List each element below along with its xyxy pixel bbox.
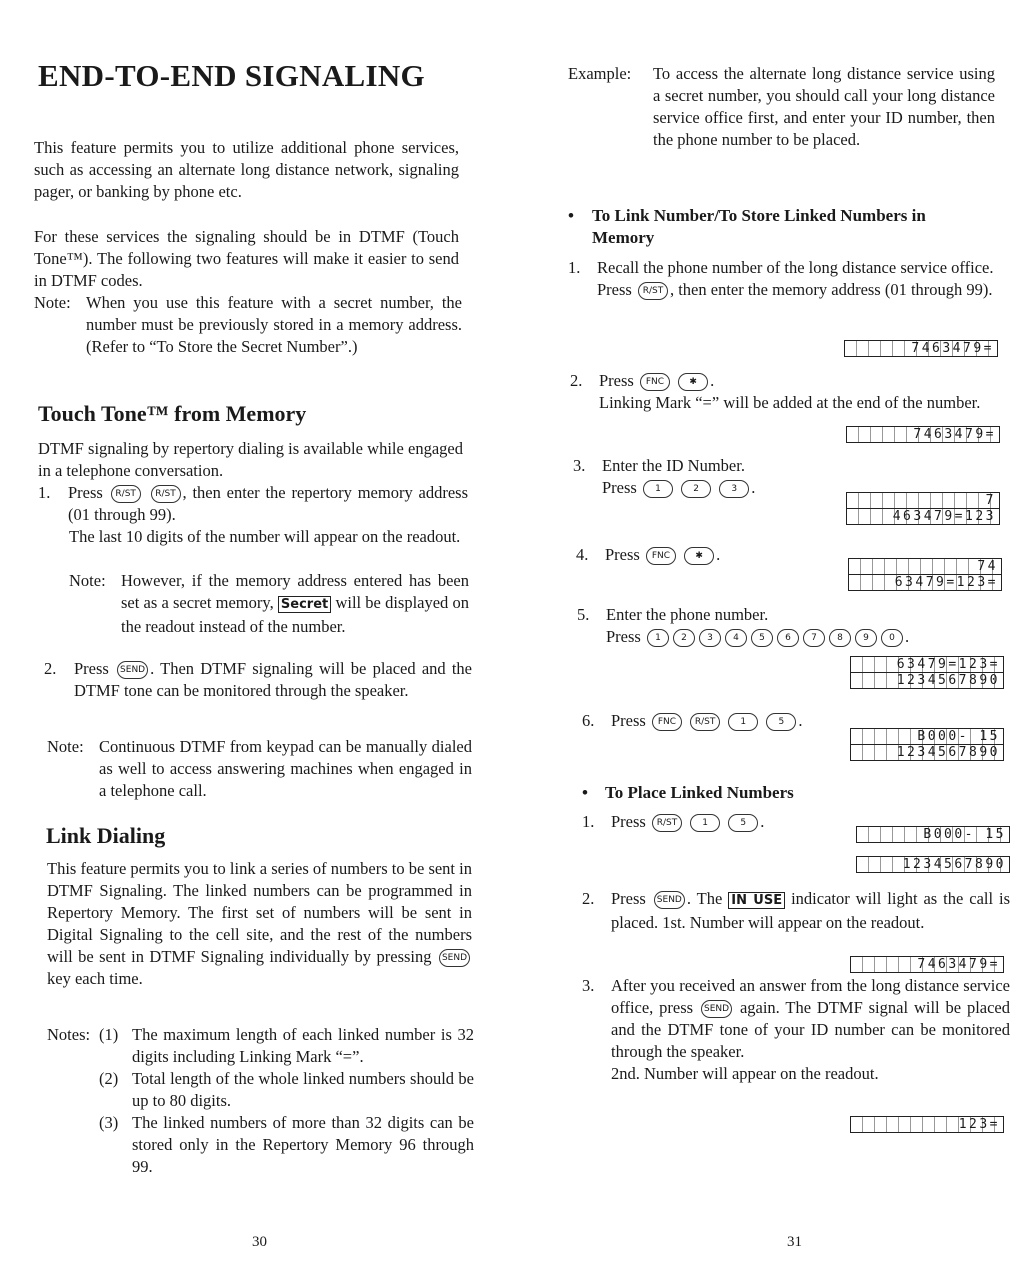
- step-number: 1.: [568, 258, 581, 277]
- readout-display-line-1: B000- 15: [856, 826, 1010, 843]
- step-number: 1.: [38, 483, 51, 502]
- bullet-icon: •: [568, 206, 574, 225]
- note-text-b: will be displayed on the readout instead of the number.: [121, 593, 470, 636]
- link-note-3: [47, 1112, 474, 1178]
- step-number: 3.: [582, 976, 595, 995]
- step-text-pre: Press: [611, 711, 646, 730]
- in-use-indicator: IN USE: [728, 892, 785, 909]
- key-0-icon: 0: [881, 629, 903, 647]
- note-label: Note:: [47, 737, 84, 756]
- key-9-icon: 9: [855, 629, 877, 647]
- step-number: 2.: [582, 889, 595, 908]
- step-text: [597, 257, 996, 301]
- key-2-icon: 2: [681, 480, 711, 498]
- touch-step-1: [38, 482, 468, 526]
- step-text-pre: Press: [599, 371, 634, 390]
- send-key-icon: SEND: [654, 891, 685, 909]
- step-number: 6.: [582, 711, 595, 730]
- step-text-pre: Press: [605, 545, 640, 564]
- step-text-post: again. The DTMF signal will be placed and the DTMF tone of your ID number can be monitored through the speaker.: [611, 998, 1011, 1061]
- step-text: Enter the phone number. Press 1 2 3 4 5 6 7 8 9 0 .: [606, 605, 910, 646]
- key-1-icon: 1: [690, 814, 720, 832]
- step-text: Press FNC ✱ .: [605, 545, 721, 564]
- key-3-icon: 3: [719, 480, 749, 498]
- fnc-key-icon: FNC: [652, 713, 682, 731]
- touch-intro: DTMF signaling by repertory dialing is available while engaged in a telephone conversation.: [38, 439, 463, 480]
- step-text-pre: Press: [606, 627, 641, 646]
- rst-key-icon: R/ST: [638, 282, 668, 300]
- note-number: (2): [99, 1069, 119, 1088]
- note-number: (3): [99, 1113, 119, 1132]
- step-text-pre: Press: [611, 812, 646, 831]
- readout-display-line-2: 63479=123=: [848, 574, 1002, 591]
- readout-display-line-2: 463479=123: [846, 508, 1000, 525]
- key-2-icon: 2: [673, 629, 695, 647]
- example-block: [568, 63, 995, 151]
- key-4-icon: 4: [725, 629, 747, 647]
- heading-touch-tone: Touch Tone™ from Memory: [38, 401, 307, 426]
- note-text: The maximum length of each linked number is 32 digits including Linking Mark “=”.: [132, 1025, 474, 1066]
- link-notes: [47, 1024, 474, 1178]
- rst-key-icon: R/ST: [690, 713, 720, 731]
- key-7-icon: 7: [803, 629, 825, 647]
- example-label: Example:: [568, 64, 632, 83]
- star-key-icon: ✱: [678, 373, 708, 391]
- note-text: [121, 570, 469, 638]
- readout-display: 7463479=: [846, 426, 1000, 443]
- dtmf-note: [47, 736, 472, 802]
- key-1-icon: 1: [728, 713, 758, 731]
- readout-display-line-1: 63479=123=: [850, 656, 1004, 673]
- intro-paragraph-1: This feature permits you to utilize additional phone services, such as accessing an alternate long distance network, signaling pager, or banking by phone etc.: [34, 138, 459, 201]
- key-6-icon: 6: [777, 629, 799, 647]
- step-text-detail: 2nd. Number will appear on the readout.: [611, 1064, 879, 1083]
- link-step-2: [570, 370, 998, 414]
- key-8-icon: 8: [829, 629, 851, 647]
- readout-display: 7463479=: [850, 956, 1004, 973]
- key-1-icon: 1: [647, 629, 669, 647]
- step-text-mid: . The: [686, 889, 723, 908]
- step-number: 4.: [576, 545, 589, 564]
- step-text: Press FNC ✱ . Linking Mark “=” will be added at the end of the number.: [599, 371, 981, 412]
- place-step-3: [582, 975, 1010, 1085]
- link-intro-text-b: key each time.: [47, 969, 143, 988]
- step-text: [68, 482, 468, 526]
- note-text: Continuous DTMF from keypad can be manually dialed as well to access answering machines when engaged in a telephone call.: [99, 737, 472, 800]
- note-text: Total length of the whole linked numbers should be up to 80 digits.: [132, 1069, 474, 1110]
- step-text: Enter the ID Number. Press 1 2 3 .: [602, 456, 756, 497]
- step-number: 2.: [44, 659, 57, 678]
- subheading-place-linked: To Place Linked Numbers: [605, 783, 794, 802]
- intro-note: [34, 292, 462, 358]
- step-number: 2.: [570, 371, 583, 390]
- step-text-a: Recall the phone number of the long distance service office.: [597, 258, 994, 277]
- note-label: Note:: [69, 571, 106, 590]
- key-1-icon: 1: [643, 480, 673, 498]
- note-label: Note:: [34, 293, 71, 312]
- readout-display-line-2: 1234567890: [850, 744, 1004, 761]
- bullet-icon: •: [582, 783, 588, 802]
- link-note-1: [47, 1024, 474, 1068]
- touch-step-1-note: [69, 570, 469, 638]
- star-key-icon: ✱: [684, 547, 714, 565]
- readout-display-line-1: 74: [848, 558, 1002, 575]
- step-text-a: Enter the ID Number.: [602, 456, 745, 475]
- step-text-pre: Press: [602, 478, 637, 497]
- readout-display-line-2: 1234567890: [856, 856, 1010, 873]
- subheading-link-store: To Link Number/To Store Linked Numbers in Memory: [592, 206, 926, 247]
- place-step-2: [582, 888, 1010, 934]
- key-3-icon: 3: [699, 629, 721, 647]
- readout-display-line-1: B000- 15: [850, 728, 1004, 745]
- step-text-pre: Press: [597, 280, 632, 299]
- step-text: Press R/ST 1 5 .: [611, 812, 765, 831]
- step-text-pre: Press: [68, 483, 103, 502]
- note-number: (1): [99, 1025, 119, 1044]
- step-text: Press FNC R/ST 1 5 .: [611, 711, 803, 730]
- step-text: [611, 888, 1010, 934]
- note-text-a: However, if the memory address entered has been set as a secret memory,: [121, 571, 469, 612]
- rst-key-icon: R/ST: [151, 485, 181, 503]
- step-text-pre: After you received an answer from the long distance service office, press: [611, 976, 1010, 1017]
- link-note-2: [47, 1068, 474, 1112]
- rst-key-icon: R/ST: [652, 814, 682, 832]
- touch-step-1-detail: The last 10 digits of the number will appear on the readout.: [69, 527, 461, 546]
- readout-display: 7463479=: [844, 340, 998, 357]
- link-intro: [47, 858, 472, 990]
- send-key-icon: SEND: [439, 949, 470, 967]
- step-text-post: indicator will light as the call is placed. 1st. Number will appear on the readout.: [611, 889, 1011, 932]
- step-number: 1.: [582, 812, 595, 831]
- rst-key-icon: R/ST: [111, 485, 141, 503]
- link-step-1: [568, 257, 996, 301]
- fnc-key-icon: FNC: [640, 373, 670, 391]
- touch-step-2: [44, 658, 472, 702]
- step-number: 3.: [573, 456, 586, 475]
- fnc-key-icon: FNC: [646, 547, 676, 565]
- note-text: The linked numbers of more than 32 digits can be stored only in the Repertory Memory 96 through 99.: [132, 1113, 474, 1176]
- page-number-right: 31: [787, 1234, 802, 1250]
- page-title: END-TO-END SIGNALING: [38, 58, 425, 93]
- note-text: When you use this feature with a secret number, the number must be previously stored in a memory address. (Refer to “To Store the Secret Number”.): [86, 293, 462, 356]
- step-text-a: Enter the phone number.: [606, 605, 769, 624]
- readout-display: 123=: [850, 1116, 1004, 1133]
- readout-display-line-2: 1234567890: [850, 672, 1004, 689]
- send-key-icon: SEND: [701, 1000, 732, 1018]
- link-intro-text-a: This feature permits you to link a series of numbers to be sent in DTMF Signaling. The linked numbers can be programmed in Repertory Memory. The first set of numbers will be sent in Digital Signaling to the cell site, and the rest of the numbers will be sent in DTMF Signaling individually by pressing: [47, 859, 472, 966]
- intro-paragraph-2: For these services the signaling should be in DTMF (Touch Tone™). The following two features will make it easier to send in DTMF codes.: [34, 227, 459, 290]
- send-key-icon: SEND: [117, 661, 148, 679]
- key-5-icon: 5: [766, 713, 796, 731]
- step-text-post: . Then DTMF signaling will be placed and the DTMF tone can be monitored through the speaker.: [74, 659, 472, 700]
- secret-indicator: Secret: [278, 596, 331, 613]
- heading-link-dialing: Link Dialing: [46, 823, 166, 848]
- key-5-icon: 5: [751, 629, 773, 647]
- example-text: To access the alternate long distance service using a secret number, you should call your long distance service office first, and enter your ID number, then the phone number to be placed.: [653, 64, 995, 149]
- page-number-left: 30: [252, 1234, 267, 1250]
- link-step-5: [577, 604, 1017, 648]
- readout-display-line-1: 7: [846, 492, 1000, 509]
- step-text-detail: Linking Mark “=” will be added at the end of the number.: [599, 393, 981, 412]
- step-text-post: , then enter the memory address (01 through 99).: [669, 280, 993, 299]
- step-text: [611, 975, 1010, 1085]
- key-5-icon: 5: [728, 814, 758, 832]
- step-text-pre: Press: [74, 659, 109, 678]
- notes-label: Notes:: [47, 1025, 91, 1044]
- step-number: 5.: [577, 605, 590, 624]
- step-text: [74, 658, 472, 702]
- step-text-post: , then enter the repertory memory address (01 through 99).: [68, 483, 469, 524]
- step-text-pre: Press: [611, 889, 646, 908]
